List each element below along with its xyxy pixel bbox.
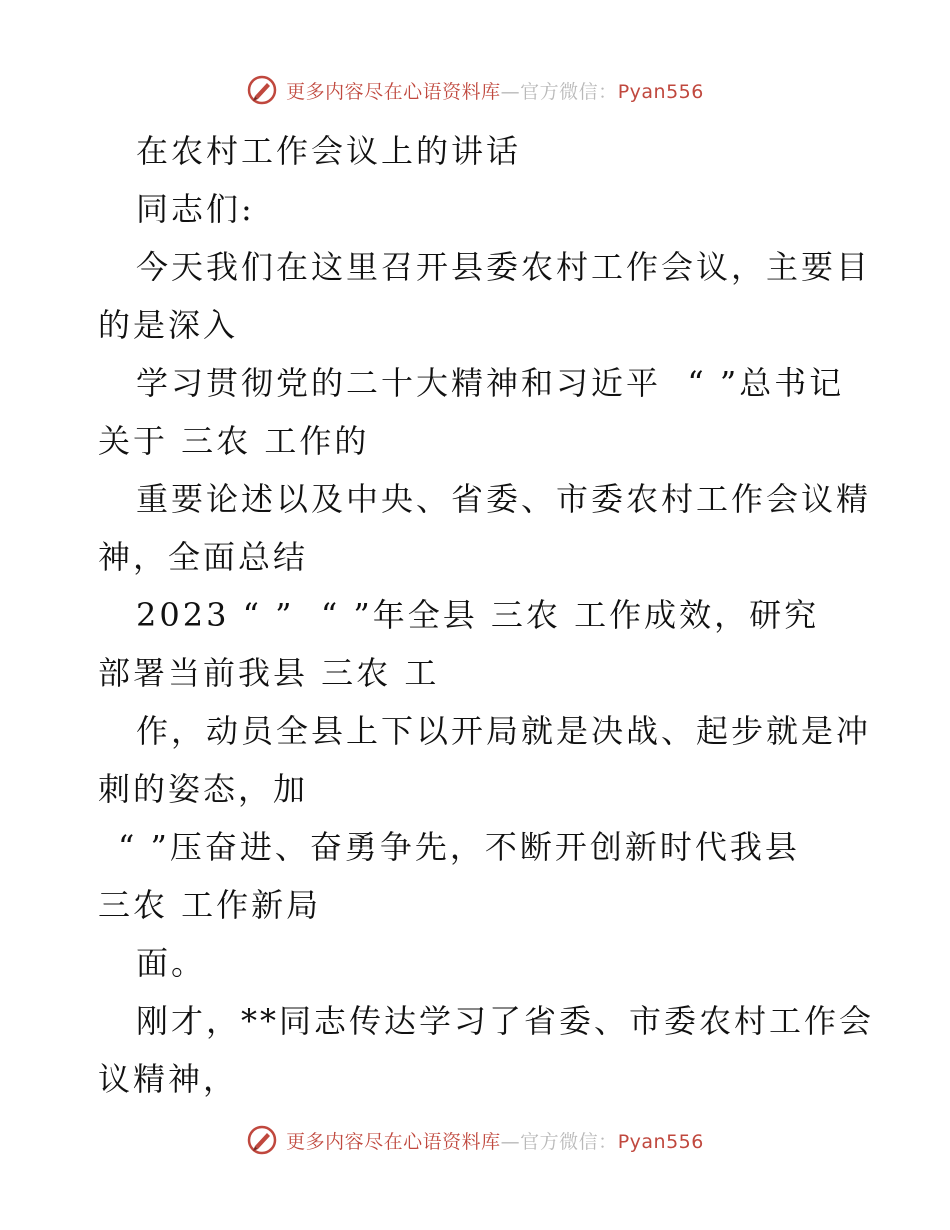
pen-seal-icon: [246, 74, 278, 106]
watermark-separator: —: [500, 1130, 521, 1153]
text-line: 关于 三农 工作的: [98, 422, 370, 460]
text-line: 2023 “ ” “ ”年全县 三农 工作成效，研究: [136, 596, 820, 634]
text-line: 作，动员全县上下以开局就是决战、起步就是冲: [136, 712, 872, 750]
text-line: 议精神，: [98, 1060, 239, 1098]
text-line: 刚才，**同志传达学习了省委、市委农村工作会: [136, 1002, 875, 1040]
watermark-wechat-label: 官方微信：: [520, 1130, 618, 1153]
text-line: 面。: [136, 944, 207, 982]
text-line: 今天我们在这里召开县委农村工作会议，主要目: [136, 248, 872, 286]
watermark-footer: [0, 1120, 950, 1160]
text-line: 神，全面总结: [98, 538, 309, 576]
watermark-text: [286, 1127, 704, 1154]
text-line: 的是深入: [98, 306, 239, 344]
watermark-text: [286, 77, 704, 104]
text-line: 部署当前我县 三农 工: [98, 654, 440, 692]
document-title: 在农村工作会议上的讲话: [136, 132, 522, 170]
watermark-wechat-label: 官方微信：: [520, 80, 618, 103]
text-line: 刺的姿态，加: [98, 770, 309, 808]
text-line: 重要论述以及中央、省委、市委农村工作会议精: [136, 480, 872, 518]
salutation: 同志们:: [136, 190, 255, 228]
watermark-header: [0, 70, 950, 110]
watermark-wechat-id: Pyan556: [617, 80, 704, 103]
watermark-brand: 更多内容尽在心语资料库: [286, 1130, 501, 1153]
pen-seal-icon: [246, 1124, 278, 1156]
text-line: 学习贯彻党的二十大精神和习近平 “ ”总书记: [136, 364, 845, 402]
watermark-wechat-id: Pyan556: [617, 1130, 704, 1153]
text-line: “ ”压奋进、奋勇争先，不断开创新时代我县: [118, 828, 800, 866]
watermark-separator: —: [500, 80, 521, 103]
text-line: 三农 工作新局: [98, 886, 322, 924]
document-body: [98, 122, 875, 1108]
watermark-brand: 更多内容尽在心语资料库: [286, 80, 501, 103]
